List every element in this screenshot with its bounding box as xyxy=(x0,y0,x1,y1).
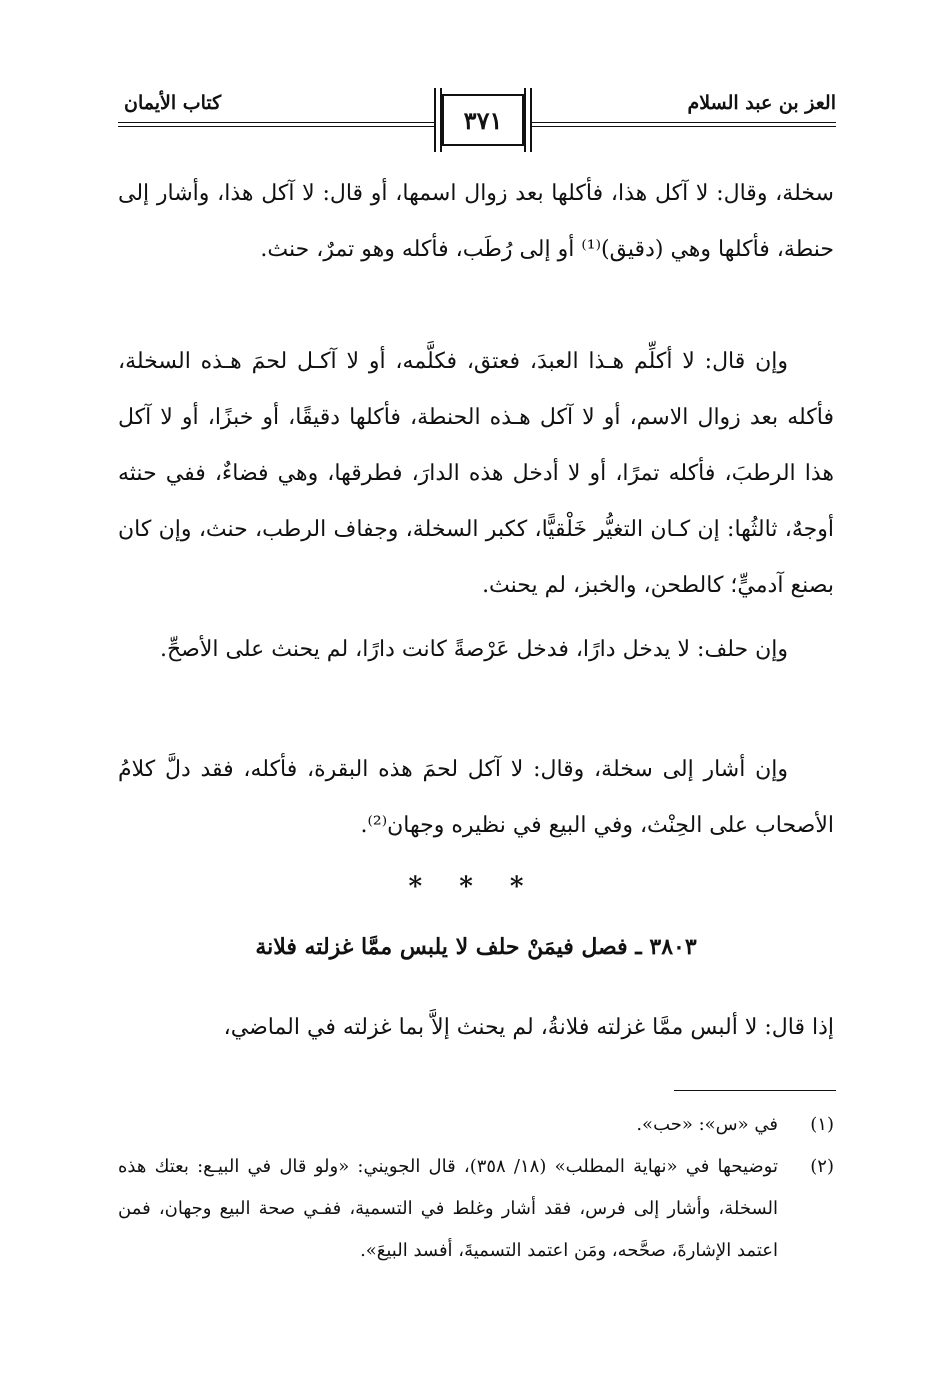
paragraph-4 xyxy=(118,742,834,854)
paragraph-text: وإن قال: لا أكلِّم هـذا العبدَ، فعتق، فكلَّمه، أو لا آكـل لحمَ هـذه السخلة، فأكله بعد زوال الاسم، أو لا آكل هـذه الحنطة، فأكلها دقيقًا، أو خبزًا، أو لا آكل هذا الرطبَ، فأكله تمرًا، أو لا أدخل هذه الدارَ، فطرقها، وهي فضاءٌ، ففي حنثه أوجهٌ، ثالثُها: إن كـان التغيُّر خَلْقيًّا، ككبر السخلة، وجفاف الرطب، حنث، وإن كان بصنع آدميٍّ؛ كالطحن، والخبز، لم يحنث. xyxy=(118,349,834,598)
footnote-number: (١) xyxy=(810,1114,834,1135)
footnote-text: في «س»: «حب». xyxy=(636,1114,778,1135)
footnote-rule xyxy=(674,1090,836,1091)
section-paragraph xyxy=(118,1000,834,1056)
running-head-author: العز بن عبد السلام xyxy=(687,92,836,114)
footnote-text: توضيحها في «نهاية المطلب» (١٨/ ٣٥٨)، قال الجويني: «ولو قال في البيـع: بعتك هذه السخلة، وأشار إلى فرس، فقد أشار وغلط في التسمية، ففـي صحة البيع وجهان، فمن اعتمد الإشارةَ، صحَّحه، ومَن اعتمد التسميةَ، أفسد البيعَ». xyxy=(118,1156,778,1261)
footnote-number: (٢) xyxy=(810,1156,834,1177)
running-head-section: كتاب الأيمان xyxy=(124,92,222,114)
section-separator: * * * xyxy=(408,872,538,902)
section-heading: ٣٨٠٣ ـ فصل فيمَنْ حلف لا يلبس ممَّا غزلته فلانة xyxy=(255,934,697,960)
paragraph-text: وإن حلف: لا يدخل دارًا، فدخل عَرْصةً كانت دارًا، لم يحنث على الأصحِّ. xyxy=(159,637,788,662)
page-header xyxy=(118,78,836,150)
footnote-1 xyxy=(118,1104,834,1146)
footnotes xyxy=(118,1104,834,1272)
header-rule xyxy=(118,126,436,127)
paragraph-3 xyxy=(118,622,834,678)
page-number: ٣٧١ xyxy=(442,94,524,146)
paragraph-2 xyxy=(118,334,834,614)
header-rule xyxy=(118,122,436,123)
paragraph-text: وإن أشار إلى سخلة، وقال: لا آكل لحمَ هذه البقرة، فأكله، فقد دلَّ كلامُ الأصحاب على الحِنْث، وفي البيع في نظيره وجهان⁽²⁾. xyxy=(118,757,834,838)
paragraph-text: إذا قال: لا ألبس ممَّا غزلته فلانةُ، لم يحنث إلاَّ بما غزلته في الماضي، xyxy=(223,1015,834,1040)
header-rule xyxy=(530,126,836,127)
footnote-2 xyxy=(118,1146,834,1272)
header-rule xyxy=(530,122,836,123)
paragraph-text: سخلة، وقال: لا آكل هذا، فأكلها بعد زوال اسمها، أو قال: لا آكل هذا، وأشار إلى حنطة، فأكلها وهي (دقيق)⁽¹⁾ أو إلى رُطَب، فأكله وهو تمرٌ، حنث. xyxy=(118,181,834,262)
paragraph-1 xyxy=(118,166,834,278)
